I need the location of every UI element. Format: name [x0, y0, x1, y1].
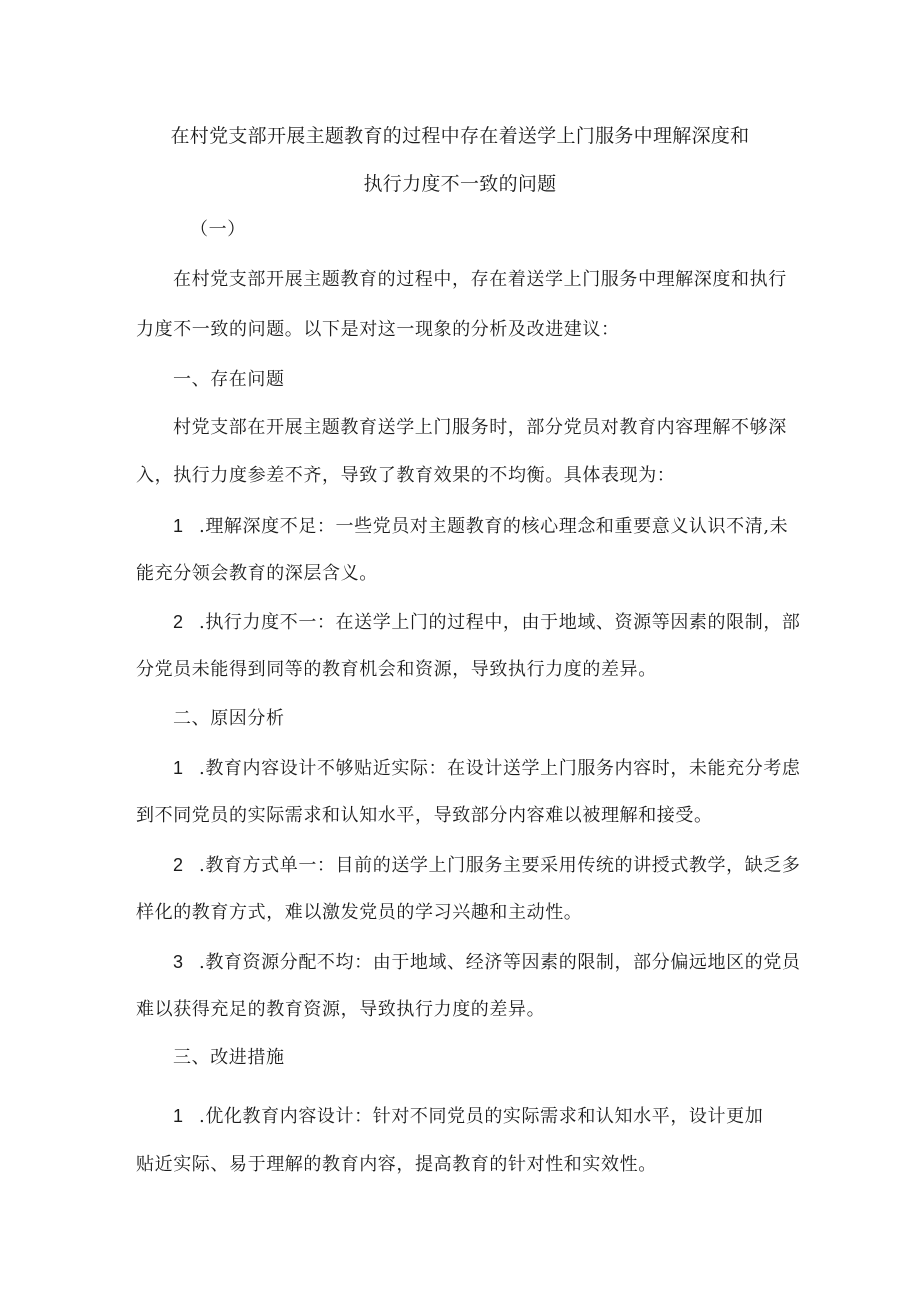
document-title-line-2: 执行力度不一致的问题 [363, 173, 557, 195]
section-1-heading: 一、存在问题 [173, 369, 285, 390]
item-number: 1 [173, 516, 184, 536]
section-1-item-2-line-2: 分党员未能得到同等的教育机会和资源，导致执行力度的差异。 [136, 659, 657, 680]
item-number: 1 [173, 1106, 184, 1126]
section-2-item-3-line-1 [173, 950, 801, 975]
item-text: .教育内容设计不够贴近实际：在设计送学上门服务内容时，未能充分考虑 [199, 758, 801, 779]
item-text: .教育资源分配不均：由于地域、经济等因素的限制，部分偏远地区的党员 [199, 952, 801, 973]
section-1-para-line-1: 村党支部在开展主题教育送学上门服务时，部分党员对教育内容理解不够深 [173, 417, 787, 438]
section-1-para-line-2: 入，执行力度参差不齐，导致了教育效果的不均衡。具体表现为： [136, 465, 676, 486]
section-2-item-1-line-1 [173, 756, 801, 781]
item-number: 2 [173, 612, 184, 632]
section-3-item-1-line-1 [173, 1104, 763, 1129]
section-3-heading: 三、改进措施 [173, 1047, 285, 1068]
section-1-item-2-line-1 [173, 610, 801, 635]
item-number: 2 [173, 855, 184, 875]
item-text: .执行力度不一：在送学上门的过程中，由于地域、资源等因素的限制，部 [199, 612, 801, 633]
section-1-item-1-line-2: 能充分领会教育的深层含义。 [136, 563, 378, 584]
item-text: .理解深度不足：一些党员对主题教育的核心理念和重要意义认识不清,未 [199, 516, 789, 537]
section-2-item-3-line-2: 难以获得充足的教育资源，导致执行力度的差异。 [136, 999, 546, 1020]
item-number: 1 [173, 758, 184, 778]
item-number: 3 [173, 952, 184, 972]
section-3-item-1-line-2: 贴近实际、易于理解的教育内容，提高教育的针对性和实效性。 [136, 1154, 657, 1175]
intro-line-2: 力度不一致的问题。以下是对这一现象的分析及改进建议： [136, 319, 620, 340]
part-label: （一） [190, 219, 246, 240]
section-2-item-1-line-2: 到不同党员的实际需求和认知水平，导致部分内容难以被理解和接受。 [136, 805, 713, 826]
section-1-item-1-line-1 [173, 514, 788, 539]
item-text: .优化教育内容设计：针对不同党员的实际需求和认知水平，设计更加 [199, 1106, 764, 1127]
item-text: .教育方式单一：目前的送学上门服务主要采用传统的讲授式教学，缺乏多 [199, 855, 801, 876]
intro-line-1: 在村党支部开展主题教育的过程中，存在着送学上门服务中理解深度和执行 [173, 269, 787, 290]
section-2-item-2-line-1 [173, 853, 801, 878]
section-2-heading: 二、原因分析 [173, 708, 285, 729]
document-title-line-1: 在村党支部开展主题教育的过程中存在着送学上门服务中理解深度和 [170, 125, 750, 147]
section-2-item-2-line-2: 样化的教育方式，难以激发党员的学习兴趣和主动性。 [136, 902, 583, 923]
